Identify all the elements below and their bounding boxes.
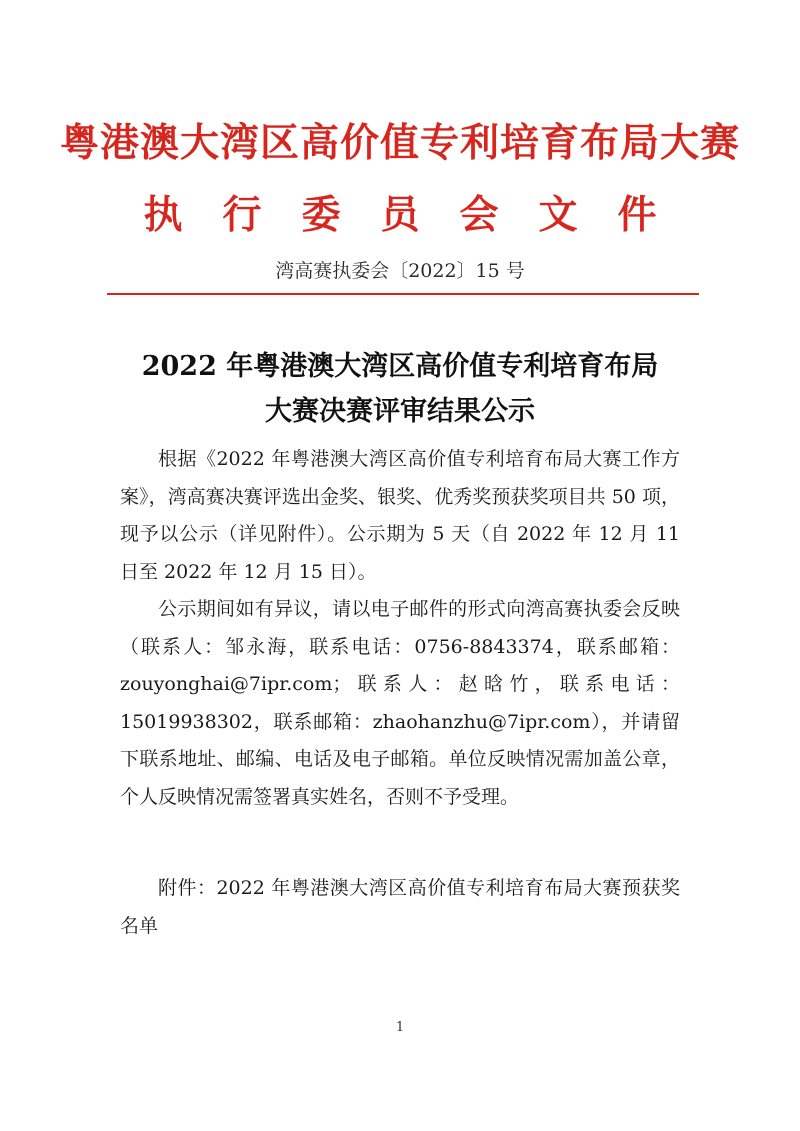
- issuer-title-line2: 执行委员会文件: [143, 193, 697, 238]
- body-paragraph-2: 公示期间如有异议，请以电子邮件的形式向湾高赛执委会反映（联系人：邹永海，联系电话：0756-8843374，联系邮箱：zouyonghai@7ipr.com；联系人：赵晗竹，联系电话：15019938302，联系邮箱：zhaohanzhu@7ipr.com），并请留下联系地址、邮编、电话及电子邮箱。单位反映情况需加盖公章，个人反映情况需签署真实姓名，否则不予受理。: [120, 598, 680, 808]
- attachment-note: 附件：2022 年粤港澳大湾区高价值专利培育布局大赛预获奖名单: [120, 877, 680, 937]
- notice-title-line2: 大赛决赛评审结果公示: [265, 396, 535, 427]
- issuer-title-line1: 粤港澳大湾区高价值专利培育布局大赛: [60, 121, 741, 166]
- document-number: 湾高赛执委会〔2022〕15 号: [275, 260, 525, 282]
- header-divider: [107, 293, 699, 295]
- body-paragraph-1: 根据《2022 年粤港澳大湾区高价值专利培育布局大赛工作方案》，湾高赛决赛评选出金奖、银奖、优秀奖预获奖项目共 50 项，现予以公示（详见附件）。公示期为 5 天（自 2022 年 12 月 11 日至 2022 年 12 月 15 日）。: [120, 448, 680, 583]
- page-number: 1: [395, 1020, 405, 1035]
- notice-title-line1: 2022 年粤港澳大湾区高价值专利培育布局: [141, 351, 659, 382]
